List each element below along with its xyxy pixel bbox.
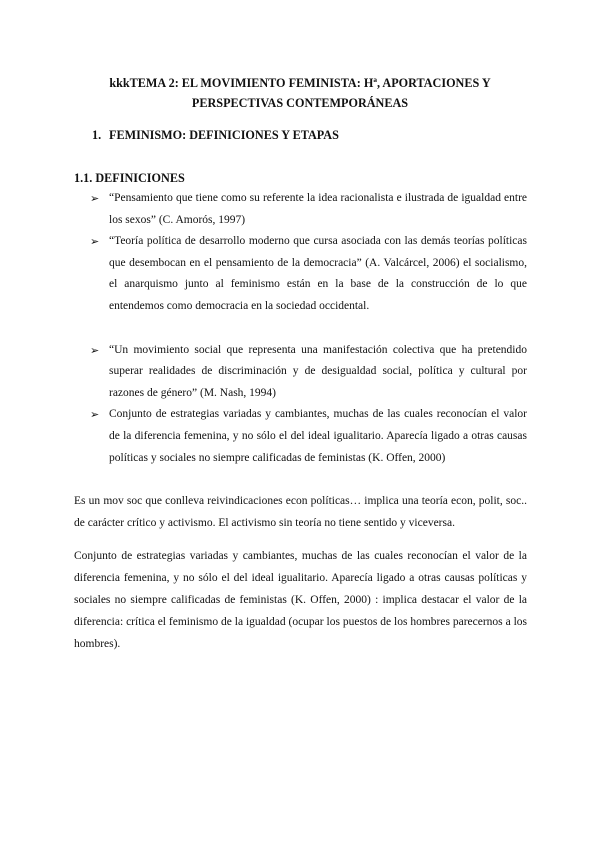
body-paragraph-2: Conjunto de estrategias variadas y cambiantes, muchas de las cuales reconocían el valor de la diferencia femenina, y no sólo el del ideal igualitario. Aparecía ligado a otras causas políticas y sociales no siempre calificadas de feministas (K. Offen, 2000) : implica destacar el valor de la diferencia: crítica el feminismo de la igualdad (ocupar los puestos de los hombres parecernos a los hombres). bbox=[74, 550, 527, 650]
list-item bbox=[90, 231, 527, 317]
list-item bbox=[90, 188, 527, 231]
title-line-2: PERSPECTIVAS CONTEMPORÁNEAS bbox=[191, 96, 409, 110]
subsection-heading: 1.1. DEFINICIONES bbox=[74, 171, 185, 185]
arrowhead-bullet-icon: ➢ bbox=[90, 235, 100, 249]
section-label: FEMINISMO: DEFINICIONES Y ETAPAS bbox=[109, 128, 339, 142]
body-paragraph-1: Es un mov soc que conlleva reivindicaciones econ políticas… implica una teoría econ, polit, soc.. de carácter crítico y activismo. El activismo sin teoría no tiene sentido y viceversa. bbox=[74, 495, 527, 529]
definition-text: Conjunto de estrategias variadas y cambiantes, muchas de las cuales reconocían el valor de la diferencia femenina, y no sólo el del ideal igualitario. Aparecía ligado a otras causas políticas y sociales no siempre calificadas de feministas (K. Offen, 2000) bbox=[109, 408, 527, 464]
arrowhead-bullet-icon: ➢ bbox=[90, 408, 100, 422]
arrowhead-bullet-icon: ➢ bbox=[90, 343, 100, 357]
definition-text: “Pensamiento que tiene como su referente la idea racionalista e ilustrada de igualdad entre los sexos” (C. Amorós, 1997) bbox=[109, 192, 527, 226]
section-number: 1. bbox=[92, 128, 102, 142]
section-heading bbox=[92, 127, 339, 143]
list-item bbox=[90, 404, 527, 469]
arrowhead-bullet-icon: ➢ bbox=[90, 192, 100, 205]
document-title bbox=[60, 73, 540, 113]
definition-text: “Teoría política de desarrollo moderno que cursa asociada con las demás teorías políticas que desembocan en el pensamiento de la democracia” (A. Valcárcel, 2006) el socialismo, el anarquismo junto al feminismo están en la base de la construcción de lo que entendemos como democracia en la sociedad occidental. bbox=[109, 235, 527, 312]
title-line-1: kkkTEMA 2: EL MOVIMIENTO FEMINISTA: Hª, APORTACIONES Y bbox=[109, 76, 491, 90]
definition-text: “Un movimiento social que representa una manifestación colectiva que ha pretendido superar realidades de discriminación y de desigualdad social, política y cultural por razones de género” (M. Nash, 1994) bbox=[109, 343, 527, 399]
definitions-list bbox=[90, 188, 527, 469]
list-item bbox=[90, 340, 527, 405]
